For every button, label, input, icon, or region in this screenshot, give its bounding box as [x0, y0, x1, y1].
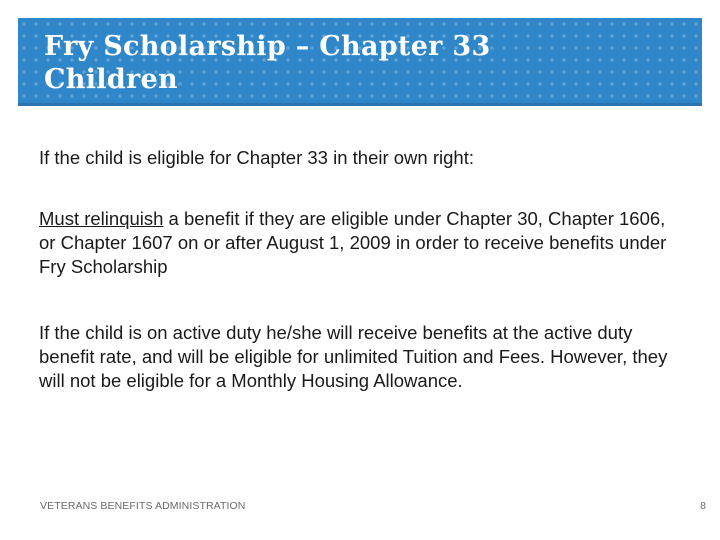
- relinquish-paragraph: [39, 207, 679, 279]
- intro-paragraph: If the child is eligible for Chapter 33 in their own right:: [39, 147, 474, 168]
- title-banner: [18, 18, 702, 106]
- slide-title-line1: Fry Scholarship – Chapter 33: [44, 31, 491, 62]
- active-duty-paragraph: If the child is on active duty he/she will receive benefits at the active duty benefit rate, and will be eligible for unlimited Tuition and Fees. However, they will not be eligible for a Monthly Housing Allowance.: [39, 322, 668, 391]
- relinquish-paragraph-text: a benefit if they are eligible under Chapter 30, Chapter 1606, or Chapter 1607 on or after August 1, 2009 in order to receive benefits under Fry Scholarship: [39, 208, 667, 277]
- footer-organization: VETERANS BENEFITS ADMINISTRATION: [40, 500, 246, 512]
- must-relinquish-emphasis: Must relinquish: [39, 208, 164, 229]
- slide-title: [44, 30, 491, 96]
- page-number: 8: [700, 500, 706, 512]
- slide-title-line2: Children: [44, 64, 178, 95]
